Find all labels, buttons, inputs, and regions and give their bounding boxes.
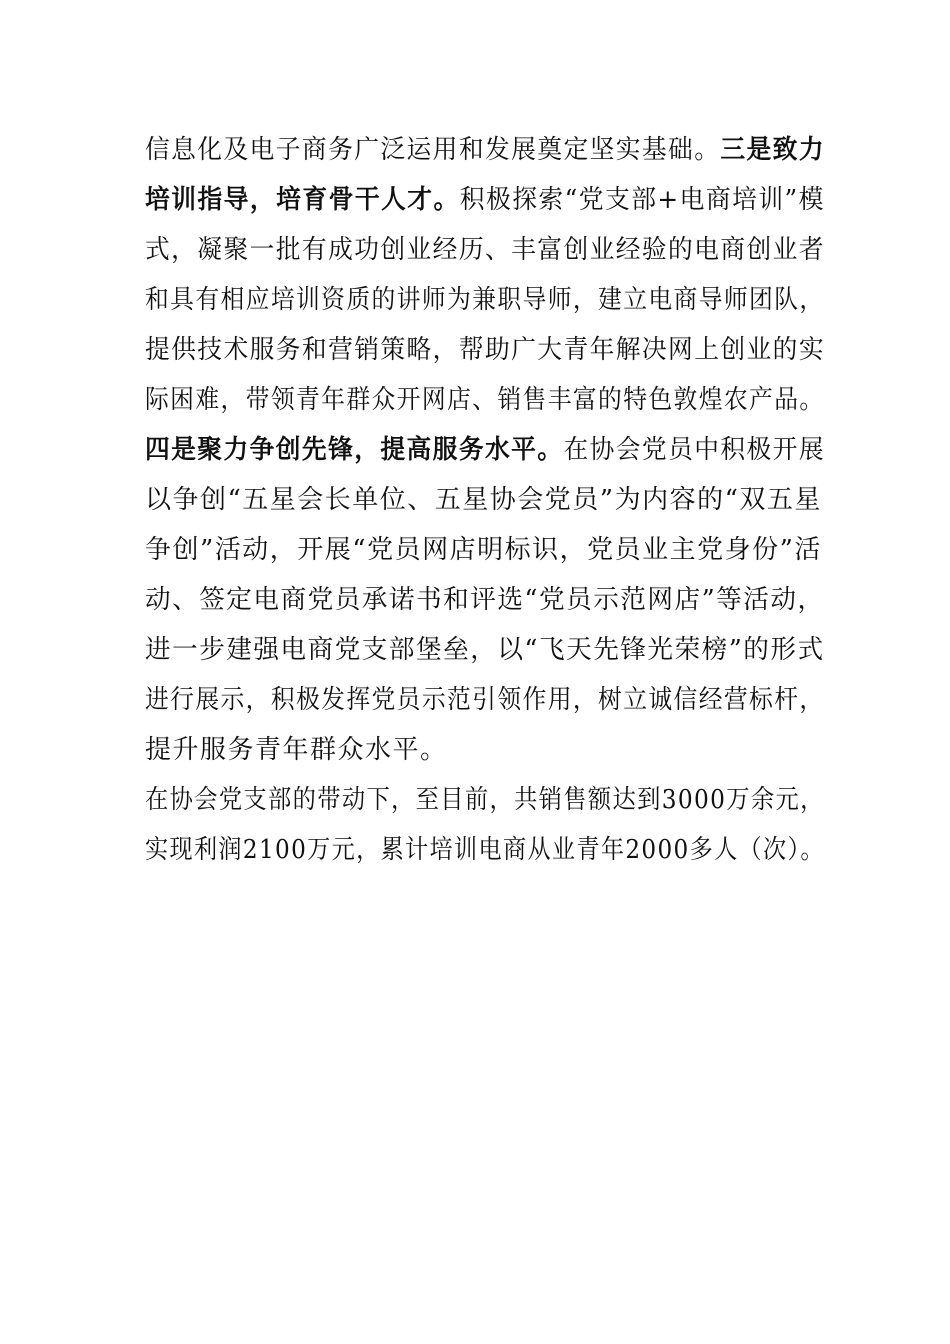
- line-text: 积极探索“党支部+电商培训”模: [459, 185, 825, 215]
- line-text: 实现利润2100万元，累计培训电商从业青年2000多人（次）。: [145, 835, 825, 865]
- paragraph-line: [145, 430, 825, 470]
- line-text: 信息化及电子商务广泛运用和发展奠定坚实基础。: [145, 135, 721, 165]
- paragraph-line: [145, 130, 825, 170]
- line-text: 进行展示，积极发挥党员示范引领作用，树立诚信经营标杆，: [145, 685, 825, 715]
- paragraph-line: [145, 530, 825, 570]
- paragraph-line: [145, 180, 825, 220]
- paragraph-line: [145, 380, 825, 420]
- paragraph-line: [145, 330, 825, 370]
- line-text: 和具有相应培训资质的讲师为兼职导师，建立电商导师团队，: [145, 285, 825, 315]
- line-text: 提升服务青年群众水平。: [145, 735, 448, 765]
- line-bold-heading: 四是聚力争创先锋，提高服务水平。: [145, 435, 564, 465]
- paragraph-line: [145, 230, 825, 270]
- paragraph-line: [145, 780, 825, 820]
- line-bold-heading: 三是致力: [720, 135, 825, 165]
- line-text: 提供技术服务和营销策略，帮助广大青年解决网上创业的实: [145, 335, 825, 365]
- line-text: 在协会党支部的带动下，至目前，共销售额达到3000万余元，: [145, 785, 825, 815]
- line-bold-heading: 培训指导，培育骨干人才。: [145, 185, 460, 215]
- line-text: 争创”活动，开展“党员网店明标识，党员业主党身份”活: [145, 535, 822, 565]
- paragraph-line: [145, 630, 825, 670]
- paragraph-line: [145, 830, 825, 870]
- paragraph-line: [145, 480, 825, 520]
- line-text: 以争创“五星会长单位、五星协会党员”为内容的“双五星: [145, 485, 822, 515]
- paragraph-line: [145, 580, 825, 620]
- line-text: 在协会党员中积极开展: [563, 435, 825, 465]
- line-text: 动、签定电商党员承诺书和评选“党员示范网店”等活动，: [145, 585, 825, 615]
- line-text: 际困难，带领青年群众开网店、销售丰富的特色敦煌农产品。: [145, 385, 825, 415]
- paragraph-line: [145, 730, 825, 770]
- line-text: 进一步建强电商党支部堡垒，以“飞天先锋光荣榜”的形式: [145, 635, 825, 665]
- paragraph-line: [145, 680, 825, 720]
- line-text: 式，凝聚一批有成功创业经历、丰富创业经验的电商创业者: [145, 235, 825, 265]
- paragraph-line: [145, 280, 825, 320]
